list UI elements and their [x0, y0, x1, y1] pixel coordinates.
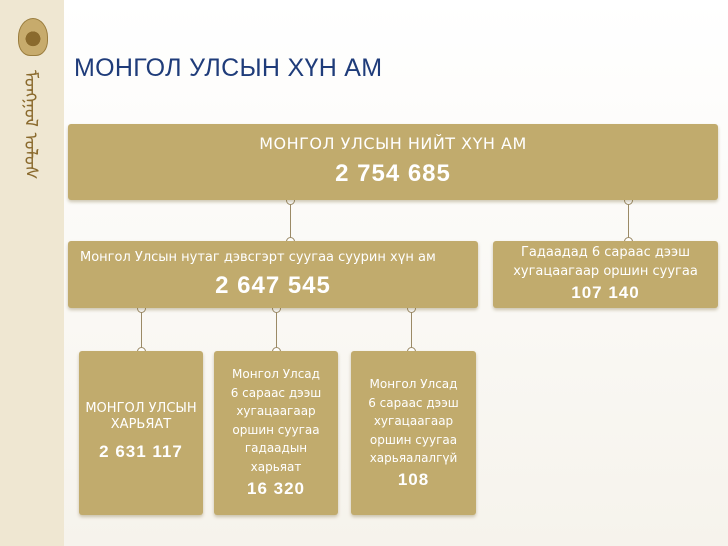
domestic-population-value: 2 647 545 [215, 272, 331, 300]
stateless-box [351, 351, 476, 515]
decorative-sidebar [0, 0, 64, 546]
domestic-population-box [68, 241, 478, 308]
stateless-lines-line: оршин суугаа [369, 432, 458, 447]
connector-mid-1 [141, 308, 142, 352]
citizens-box [79, 351, 203, 515]
foreign-citizens-box [214, 351, 338, 515]
citizens-label-line1: МОНГОЛ УЛСЫН [85, 401, 197, 416]
stateless-lines-line: хугацаагаар [373, 414, 454, 429]
foreign-lines-line: оршин суугаа [232, 422, 320, 437]
connector-mid-2 [276, 308, 277, 352]
citizens-value: 2 631 117 [99, 441, 183, 461]
abroad-population-box [493, 241, 718, 308]
page-title: МОНГОЛ УЛСЫН ХҮН АМ [74, 54, 383, 82]
mongolian-script: ᠮᠣᠩᠭᠣᠯ ᠤᠯᠤᠰ [20, 70, 41, 180]
total-population-label: МОНГОЛ УЛСЫН НИЙТ ХҮН АМ [259, 134, 527, 153]
citizens-label-line2: ХАРЬЯАТ [110, 417, 172, 433]
connector-mid-3 [411, 308, 412, 352]
foreign-lines-line: харьяат [250, 459, 302, 474]
stateless-value: 108 [397, 469, 430, 489]
foreign-lines-line: 6 сараас дээш [230, 385, 322, 400]
foreign-lines-line: хугацаагаар [236, 404, 316, 419]
abroad-population-value: 107 140 [571, 282, 640, 302]
connector-top-right [628, 200, 629, 242]
connector-top-left [290, 200, 291, 242]
total-population-value: 2 754 685 [335, 160, 451, 187]
total-population-box [68, 124, 718, 200]
stateless-label [351, 375, 476, 468]
abroad-population-label-line1: Гадаадад 6 сараас дээш [520, 245, 691, 260]
state-emblem-icon [18, 18, 48, 56]
foreign-citizens-value: 16 320 [247, 478, 305, 498]
stateless-lines-line: харьяалалгүй [369, 451, 458, 466]
stateless-lines-line: Монгол Улсад [369, 377, 458, 391]
foreign-lines-line: гадаадын [244, 441, 308, 456]
abroad-population-label-line2: хугацаагаар оршин суугаа [513, 264, 698, 280]
foreign-lines-line: Монгол Улсад [232, 367, 320, 381]
foreign-citizens-label [214, 365, 338, 477]
domestic-population-label: Монгол Улсын нутаг дэвсгэрт суугаа суурин хүн ам [80, 250, 436, 265]
stateless-lines-line: 6 сараас дээш [368, 395, 459, 410]
